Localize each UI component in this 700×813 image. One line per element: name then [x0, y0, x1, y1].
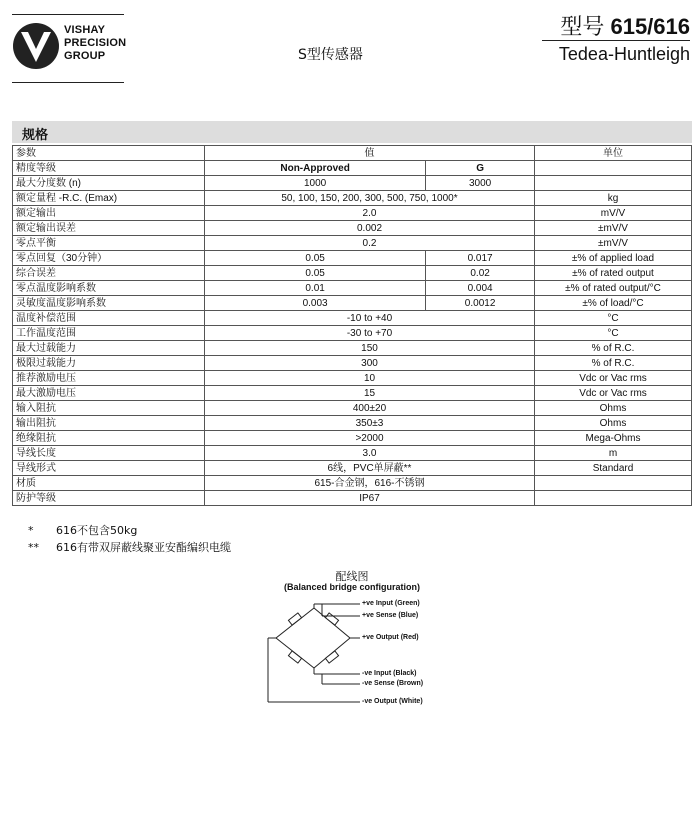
wire-label-pos-sense: +ve Sense (Blue)	[362, 612, 419, 619]
param-cell: 综合误差	[13, 266, 205, 281]
table-header-row	[13, 146, 692, 161]
param-cell: 灵敏度温度影响系数	[13, 296, 205, 311]
spec-table	[12, 145, 692, 506]
unit-cell: Vdc or Vac rms	[535, 371, 692, 386]
logo-line-3: GROUP	[64, 50, 106, 62]
param-cell: 精度等级	[13, 161, 205, 176]
param-cell: 极限过载能力	[13, 356, 205, 371]
table-row	[13, 206, 692, 221]
param-cell: 额定输出误差	[13, 221, 205, 236]
bridge-diagram	[262, 596, 372, 711]
table-row	[13, 401, 692, 416]
value-cell-1: Non-Approved	[205, 161, 426, 176]
table-row	[13, 461, 692, 476]
wire-label-pos-output: +ve Output (Red)	[362, 634, 419, 641]
unit-cell: ±% of load/°C	[535, 296, 692, 311]
footnote-text: 616不包含50kg	[56, 524, 138, 537]
table-row	[13, 221, 692, 236]
model-prefix: 型号	[560, 14, 605, 39]
table-row	[13, 311, 692, 326]
unit-cell: mV/V	[535, 206, 692, 221]
value-cell-1: 0.01	[205, 281, 426, 296]
param-cell: 导线形式	[13, 461, 205, 476]
unit-cell: m	[535, 446, 692, 461]
unit-cell: °C	[535, 311, 692, 326]
param-cell: 防护等级	[13, 491, 205, 506]
value-cell-2: 0.004	[426, 281, 535, 296]
model-rule	[542, 40, 690, 41]
unit-cell: % of R.C.	[535, 356, 692, 371]
unit-cell: Ohms	[535, 416, 692, 431]
value-cell-1: 0.05	[205, 251, 426, 266]
value-cell: 2.0	[205, 206, 535, 221]
page-subtitle: S型传感器	[298, 47, 363, 63]
unit-cell: Standard	[535, 461, 692, 476]
table-row	[13, 371, 692, 386]
param-cell: 最大过载能力	[13, 341, 205, 356]
unit-cell	[535, 491, 692, 506]
unit-cell: ±mV/V	[535, 236, 692, 251]
unit-cell: °C	[535, 326, 692, 341]
value-cell: -30 to +70	[205, 326, 535, 341]
unit-cell: Ohms	[535, 401, 692, 416]
param-cell: 导线长度	[13, 446, 205, 461]
logo-line-2: PRECISION	[64, 37, 127, 49]
value-cell-1: 0.003	[205, 296, 426, 311]
value-cell-2: 0.017	[426, 251, 535, 266]
param-cell: 额定量程 -R.C. (Emax)	[13, 191, 205, 206]
value-cell-1: 0.05	[205, 266, 426, 281]
table-row	[13, 281, 692, 296]
section-title: 规格	[22, 128, 49, 143]
unit-cell: % of R.C.	[535, 341, 692, 356]
value-cell: 400±20	[205, 401, 535, 416]
unit-cell	[535, 176, 692, 191]
value-cell: 50, 100, 150, 200, 300, 500, 750, 1000*	[205, 191, 535, 206]
value-cell: -10 to +40	[205, 311, 535, 326]
value-cell: 615-合金钢，616-不锈钢	[205, 476, 535, 491]
logo-line-1: VISHAY	[64, 24, 106, 36]
wire-label-pos-input: +ve Input (Green)	[362, 600, 420, 607]
value-cell-2: 3000	[426, 176, 535, 191]
table-row	[13, 356, 692, 371]
param-cell: 材质	[13, 476, 205, 491]
unit-cell: ±% of rated output/°C	[535, 281, 692, 296]
footnote-mark: **	[28, 541, 39, 554]
value-cell: 15	[205, 386, 535, 401]
unit-cell	[535, 476, 692, 491]
section-bar	[12, 121, 692, 143]
table-row	[13, 251, 692, 266]
unit-cell: ±% of rated output	[535, 266, 692, 281]
footnotes	[28, 522, 231, 556]
unit-cell: ±% of applied load	[535, 251, 692, 266]
param-cell: 零点平衡	[13, 236, 205, 251]
table-row	[13, 326, 692, 341]
vishay-logo	[12, 14, 127, 84]
value-cell: 0.2	[205, 236, 535, 251]
param-cell: 输出阻抗	[13, 416, 205, 431]
header-value: 值	[205, 146, 535, 161]
table-row	[13, 296, 692, 311]
table-row	[13, 446, 692, 461]
header-unit: 单位	[535, 146, 692, 161]
param-cell: 最大激励电压	[13, 386, 205, 401]
param-cell: 输入阻抗	[13, 401, 205, 416]
footnote-text: 616有带双屏蔽线聚亚安酯编织电缆	[56, 541, 231, 554]
wiring-title: 配线图	[335, 570, 369, 583]
param-cell: 零点温度影响系数	[13, 281, 205, 296]
value-cell: >2000	[205, 431, 535, 446]
logo-rule-bottom	[12, 82, 124, 83]
unit-cell	[535, 161, 692, 176]
value-cell-2: 0.0012	[426, 296, 535, 311]
value-cell: 0.002	[205, 221, 535, 236]
model-number: 615/616	[610, 14, 690, 39]
value-cell: 6线，PVC单屏蔽**	[205, 461, 535, 476]
unit-cell: kg	[535, 191, 692, 206]
table-row	[13, 191, 692, 206]
table-row	[13, 266, 692, 281]
footnote-mark: *	[28, 524, 34, 537]
table-row	[13, 476, 692, 491]
param-cell: 最大分度数 (n)	[13, 176, 205, 191]
value-cell: 3.0	[205, 446, 535, 461]
value-cell: IP67	[205, 491, 535, 506]
wiring-subtitle: (Balanced bridge configuration)	[283, 582, 420, 592]
wire-label-neg-sense: -ve Sense (Brown)	[362, 680, 424, 687]
table-row	[13, 386, 692, 401]
logo-rule-top	[12, 14, 124, 15]
model-title	[560, 10, 690, 41]
vishay-v-icon	[12, 22, 60, 70]
brand-name: Tedea-Huntleigh	[558, 44, 690, 64]
value-cell: 350±3	[205, 416, 535, 431]
table-row	[13, 176, 692, 191]
table-row	[13, 431, 692, 446]
param-cell: 工作温度范围	[13, 326, 205, 341]
header-param: 参数	[13, 146, 205, 161]
footnote-2	[28, 539, 231, 556]
logo-text	[64, 24, 126, 63]
param-cell: 额定输出	[13, 206, 205, 221]
value-cell: 10	[205, 371, 535, 386]
param-cell: 推荐激励电压	[13, 371, 205, 386]
unit-cell: Vdc or Vac rms	[535, 386, 692, 401]
footnote-1	[28, 522, 231, 539]
value-cell-2: G	[426, 161, 535, 176]
unit-cell: Mega-Ohms	[535, 431, 692, 446]
table-row	[13, 416, 692, 431]
param-cell: 温度补偿范围	[13, 311, 205, 326]
value-cell: 300	[205, 356, 535, 371]
value-cell: 150	[205, 341, 535, 356]
table-row	[13, 341, 692, 356]
value-cell-2: 0.02	[426, 266, 535, 281]
wire-label-neg-input: -ve Input (Black)	[362, 670, 417, 677]
unit-cell: ±mV/V	[535, 221, 692, 236]
table-row	[13, 491, 692, 506]
param-cell: 零点回复（30分钟）	[13, 251, 205, 266]
param-cell: 绝缘阻抗	[13, 431, 205, 446]
wire-label-neg-output: -ve Output (White)	[362, 698, 423, 705]
table-row	[13, 161, 692, 176]
table-row	[13, 236, 692, 251]
value-cell-1: 1000	[205, 176, 426, 191]
